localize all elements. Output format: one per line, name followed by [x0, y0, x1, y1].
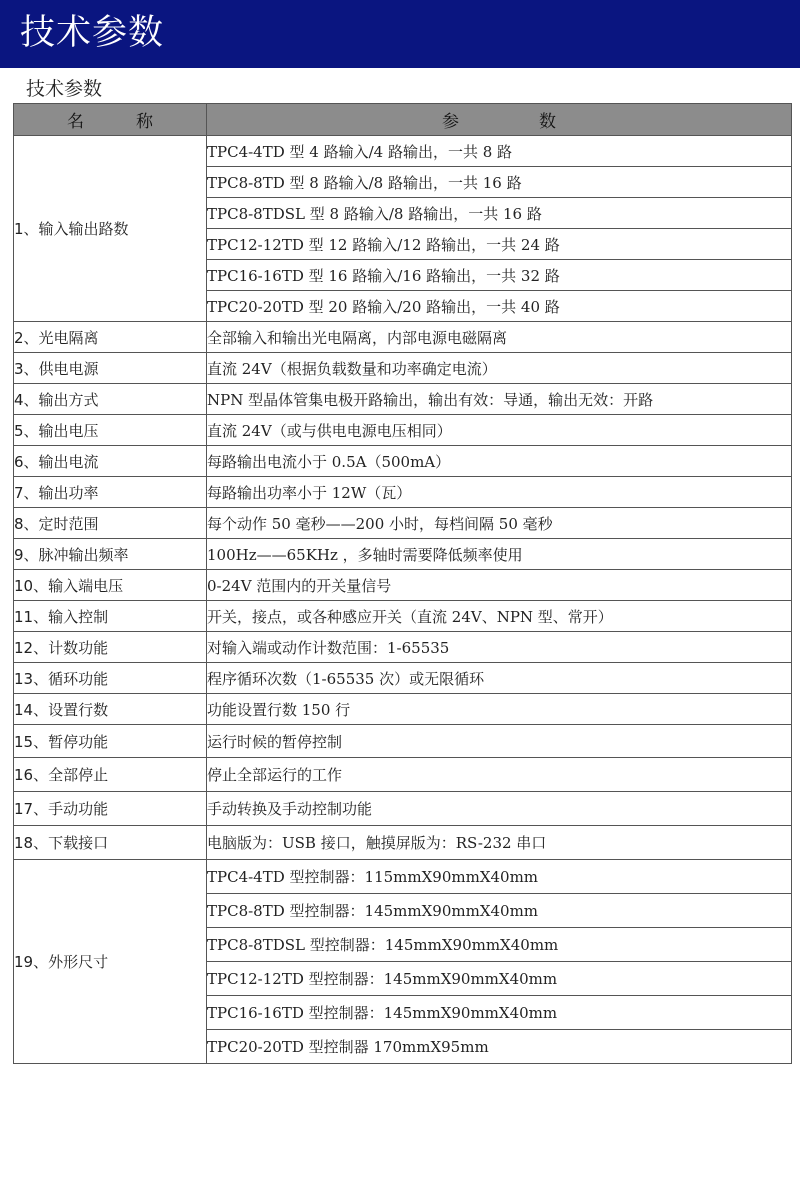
param-name: 4、输出方式	[14, 384, 207, 415]
header-name-char-1: 名	[67, 112, 84, 132]
param-value: 功能设置行数 150 行	[207, 694, 792, 725]
table-row	[14, 508, 792, 539]
param-value: TPC12-12TD 型控制器：145mmX90mmX40mm	[207, 962, 792, 996]
section-title: 技术参数	[26, 78, 103, 100]
page-title: 技术参数	[20, 13, 165, 53]
param-name: 8、定时范围	[14, 508, 207, 539]
param-value: 0-24V 范围内的开关量信号	[207, 570, 792, 601]
param-value: TPC20-20TD 型 20 路输入/20 路输出，一共 40 路	[207, 291, 792, 322]
param-value: 程序循环次数（1-65535 次）或无限循环	[207, 663, 792, 694]
table-row	[14, 446, 792, 477]
table-row	[14, 860, 792, 894]
param-name: 15、暂停功能	[14, 725, 207, 758]
param-value: 100Hz——65KHz ，多轴时需要降低频率使用	[207, 539, 792, 570]
table-row	[14, 136, 792, 167]
param-name: 7、输出功率	[14, 477, 207, 508]
header-name	[14, 104, 207, 136]
param-name: 11、输入控制	[14, 601, 207, 632]
param-name: 2、光电隔离	[14, 322, 207, 353]
table-row	[14, 353, 792, 384]
table-row	[14, 477, 792, 508]
param-value: TPC8-8TD 型 8 路输入/8 路输出，一共 16 路	[207, 167, 792, 198]
param-value: TPC8-8TDSL 型 8 路输入/8 路输出，一共 16 路	[207, 198, 792, 229]
table-row	[14, 758, 792, 792]
table-row	[14, 792, 792, 826]
table-row	[14, 539, 792, 570]
param-name: 14、设置行数	[14, 694, 207, 725]
param-value: TPC20-20TD 型控制器 170mmX95mm	[207, 1030, 792, 1064]
param-value: 每个动作 50 毫秒——200 小时，每档间隔 50 毫秒	[207, 508, 792, 539]
param-name: 3、供电电源	[14, 353, 207, 384]
table-header-row	[14, 104, 792, 136]
param-name: 19、外形尺寸	[14, 860, 207, 1064]
header-params	[207, 104, 792, 136]
param-name: 18、下载接口	[14, 826, 207, 860]
spec-table	[13, 103, 792, 1064]
param-name: 6、输出电流	[14, 446, 207, 477]
param-value: 电脑版为：USB 接口，触摸屏版为：RS-232 串口	[207, 826, 792, 860]
header-param-char-2: 数	[539, 112, 556, 132]
header-param-char-1: 参	[442, 112, 459, 132]
table-row	[14, 694, 792, 725]
param-value: 每路输出功率小于 12W（瓦）	[207, 477, 792, 508]
table-row	[14, 570, 792, 601]
param-value: 全部输入和输出光电隔离，内部电源电磁隔离	[207, 322, 792, 353]
param-value: TPC4-4TD 型控制器：115mmX90mmX40mm	[207, 860, 792, 894]
param-name: 16、全部停止	[14, 758, 207, 792]
table-row	[14, 632, 792, 663]
param-value: NPN 型晶体管集电极开路输出，输出有效：导通，输出无效：开路	[207, 384, 792, 415]
header-banner	[0, 0, 800, 68]
param-value: 手动转换及手动控制功能	[207, 792, 792, 826]
param-value: 每路输出电流小于 0.5A（500mA）	[207, 446, 792, 477]
table-row	[14, 415, 792, 446]
param-value: 停止全部运行的工作	[207, 758, 792, 792]
table-row	[14, 601, 792, 632]
param-value: 直流 24V（或与供电电源电压相同）	[207, 415, 792, 446]
param-value: 直流 24V（根据负载数量和功率确定电流）	[207, 353, 792, 384]
param-value: TPC8-8TD 型控制器：145mmX90mmX40mm	[207, 894, 792, 928]
header-name-char-2: 称	[136, 112, 153, 132]
param-value: TPC12-12TD 型 12 路输入/12 路输出，一共 24 路	[207, 229, 792, 260]
table-row	[14, 384, 792, 415]
param-name: 9、脉冲输出频率	[14, 539, 207, 570]
param-name: 10、输入端电压	[14, 570, 207, 601]
table-row	[14, 663, 792, 694]
param-value: 运行时候的暂停控制	[207, 725, 792, 758]
table-row	[14, 826, 792, 860]
param-value: TPC16-16TD 型 16 路输入/16 路输出，一共 32 路	[207, 260, 792, 291]
param-name: 12、计数功能	[14, 632, 207, 663]
param-value: TPC4-4TD 型 4 路输入/4 路输出，一共 8 路	[207, 136, 792, 167]
param-value: 对输入端或动作计数范围：1-65535	[207, 632, 792, 663]
table-row	[14, 725, 792, 758]
param-name: 13、循环功能	[14, 663, 207, 694]
param-name: 17、手动功能	[14, 792, 207, 826]
param-name: 5、输出电压	[14, 415, 207, 446]
table-row	[14, 322, 792, 353]
param-name: 1、输入输出路数	[14, 136, 207, 322]
param-value: 开关，接点，或各种感应开关（直流 24V、NPN 型、常开）	[207, 601, 792, 632]
param-value: TPC8-8TDSL 型控制器：145mmX90mmX40mm	[207, 928, 792, 962]
param-value: TPC16-16TD 型控制器：145mmX90mmX40mm	[207, 996, 792, 1030]
